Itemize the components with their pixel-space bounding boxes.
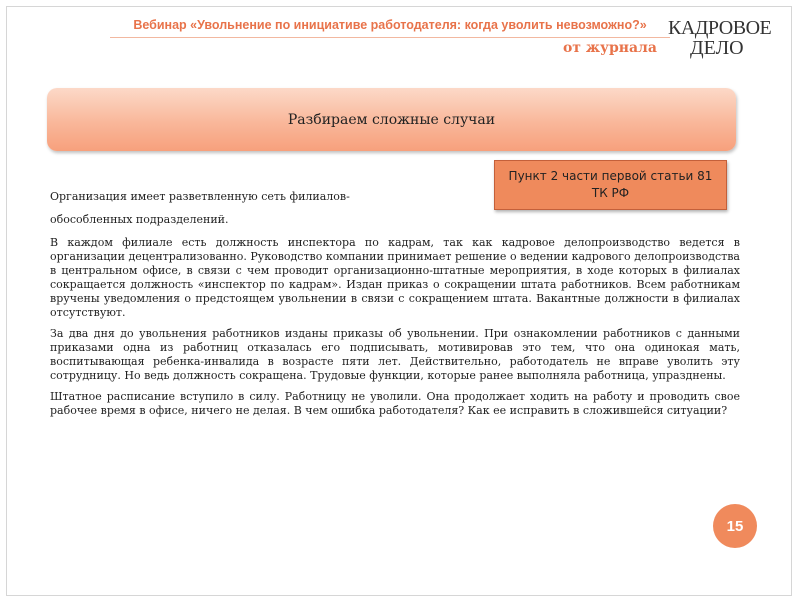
header-subtitle: от журнала [562,40,657,56]
paragraph-1a: Организация имеет разветвленную сеть филиалов- [50,190,350,203]
logo-line-1: КАДРОВОЕ [668,17,772,39]
paragraph-3: За два дня до увольнения работников изданы приказы об увольнении. При ознакомлении работников с данными приказами одна из работниц отказалась его подписывать, мотивировав это тем, что она одинокая мать, воспитывающая ребенка-инвалида в возрасте пяти лет. Действительно, работодатель не вправе уволить эту сотрудницу. Но ведь должность сокращена. Трудовые функции, которые ранее выполняла работница, упразднены. [50,327,740,382]
paragraph-1b: обособленных подразделений. [50,213,229,226]
kadrovoe-delo-logo [668,17,772,59]
callout-line-1: Пункт 2 части первой статьи 81 [508,169,713,183]
callout-line-2: ТК РФ [591,186,630,200]
paragraph-4: Штатное расписание вступило в силу. Работницу не уволили. Она продолжает ходить на работу и проводить свое рабочее время в офисе, ничего не делая. В чем ошибка работодателя? Как ее исправить в сложившейся ситуации? [50,390,740,417]
banner-title: Разбираем сложные случаи [287,111,496,128]
header-divider [110,37,670,38]
section-banner [47,88,736,151]
paragraph-2: В каждом филиале есть должность инспектора по кадрам, так как кадровое делопроизводство ведется в организации децентрализованно. Руководство компании принимает решение о ведении кадрового делопроизводства в центральном офисе, в связи с чем проводит организационно-штатные мероприятия, в ходе которых в филиалах сокращается должность «инспектор по кадрам». Издан приказ о сокращении штата работников. Всем работникам вручены уведомления о предстоящем увольнении в связи с сокращением штата. Вакантные должности в филиалах отсутствуют. [50,236,740,319]
page-number: 15 [726,517,744,535]
case-description [50,190,740,425]
logo-line-2: ДЕЛО [690,37,744,59]
webinar-title: Вебинар «Увольнение по инициативе работодателя: когда уволить невозможно?» [133,18,647,32]
page-number-badge [713,504,757,548]
